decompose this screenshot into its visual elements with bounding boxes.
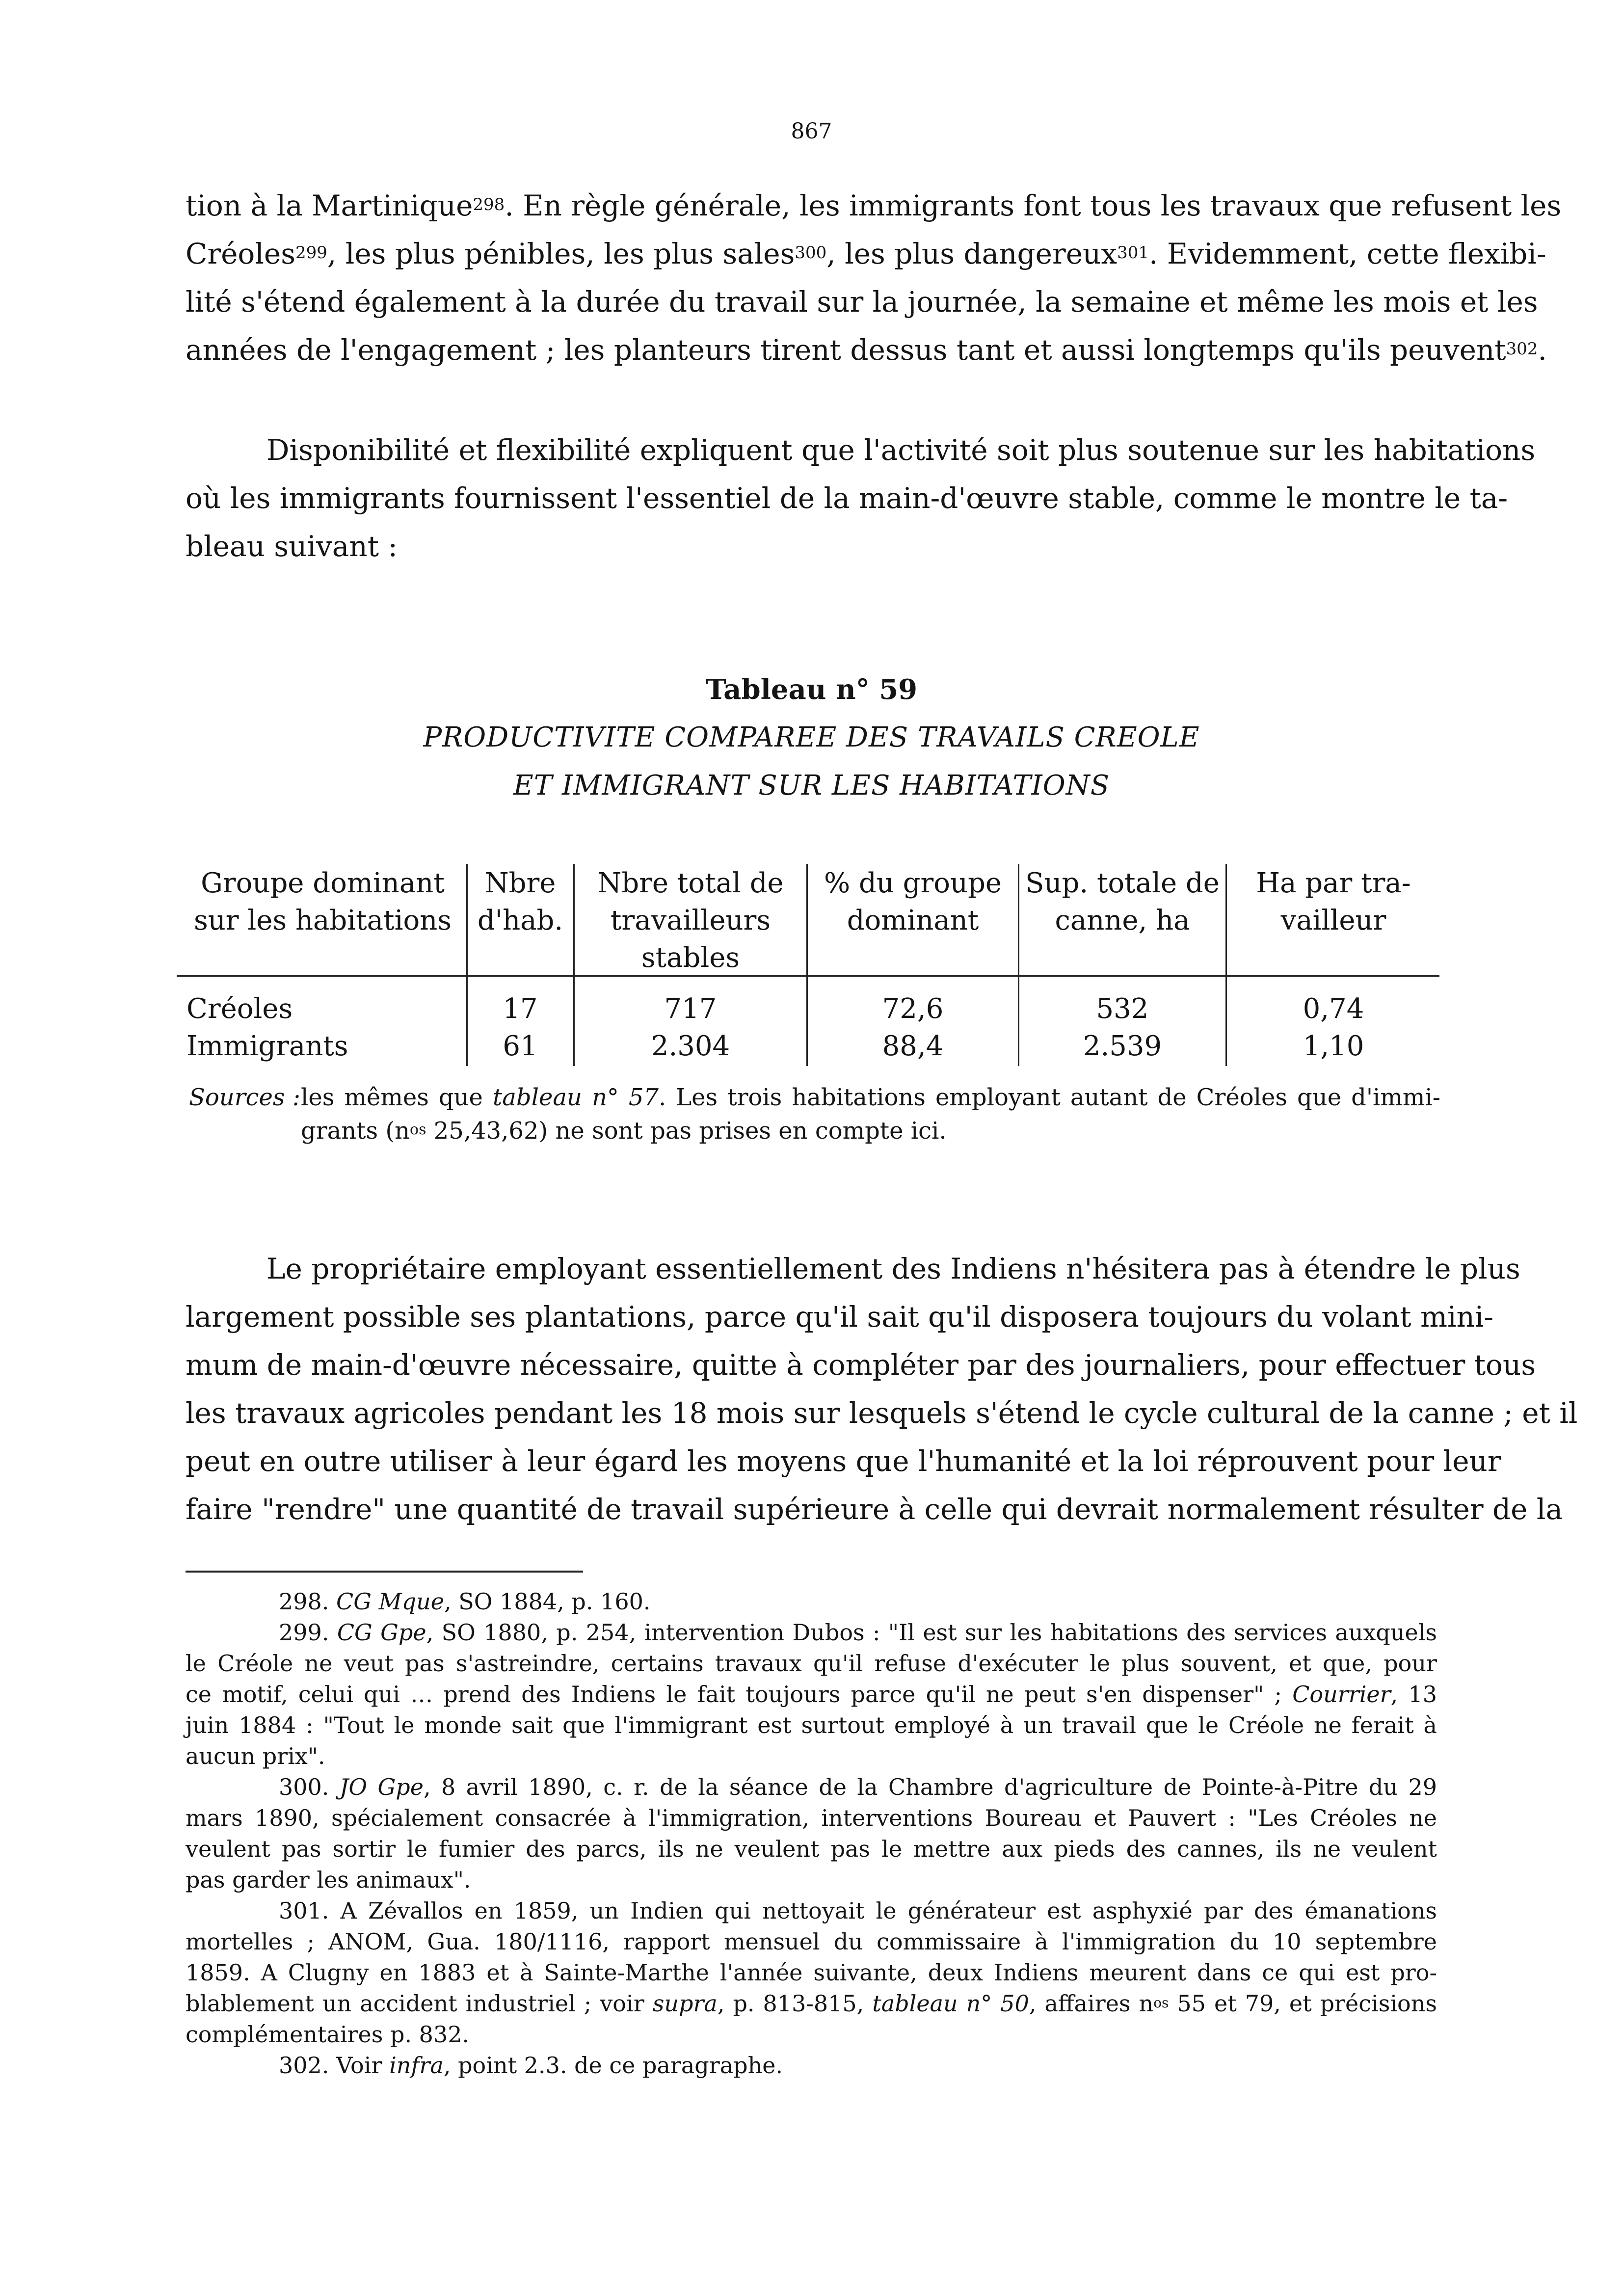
footnote-299 <box>186 1617 1437 1772</box>
header-text: dominant <box>847 905 979 936</box>
fn302-line <box>186 2050 1437 2081</box>
header-text: d'hab. <box>477 905 563 936</box>
fn299-line-2: le Créole ne veut pas s'astreindre, certains travaux qu'il refuse d'exécuter le plus souvent, et que, pour <box>186 1650 1437 1677</box>
fn301-line-2: mortelles ; ANOM, Gua. 180/1116, rapport mensuel du commissaire à l'immigration du 10 septembre <box>186 1928 1437 1955</box>
text: . En règle générale, les immigrants font tous les travaux que refusent les <box>505 189 1562 222</box>
footnote-ref: 300 <box>795 243 827 263</box>
fn301-line-1: 301. A Zévallos en 1859, un Indien qui nettoyait le générateur est asphyxié par des émanations <box>279 1897 1437 1924</box>
fn301-line-4 <box>186 1988 1437 2019</box>
superscript: os <box>410 1121 426 1138</box>
cell-pct: 72,6 <box>882 993 944 1025</box>
paragraph-3 <box>186 1245 1578 1533</box>
footnote-300 <box>186 1772 1437 1896</box>
table-title: Tableau n° 59 <box>705 673 918 706</box>
text: les mêmes que <box>301 1084 493 1111</box>
footnote-ref: 301 <box>1117 243 1149 263</box>
para2-line-1: Disponibilité et flexibilité expliquent que l'activité soit plus soutenue sur les habitations <box>266 433 1536 467</box>
text: 55 et 79, et précisions <box>1169 1990 1437 2017</box>
para2-line-2: où les immigrants fournissent l'essentiel de la main-d'œuvre stable, comme le montre le ta- <box>186 481 1508 515</box>
column-separator <box>573 864 575 1066</box>
cell-nbre-total: 717 <box>664 993 717 1025</box>
cell-ha-par-travailleur: 0,74 <box>1303 993 1364 1025</box>
header-text: Sup. totale de <box>1025 867 1220 899</box>
text: tion à la Martinique <box>186 189 473 222</box>
text: , SO 1884, p. 160. <box>444 1588 651 1615</box>
text: , les plus dangereux <box>826 237 1117 270</box>
text: , 8 avril 1890, c. r. de la séance de la Chambre d'agriculture de Pointe-à-Pitre du 29 <box>423 1774 1437 1800</box>
header-text: Nbre <box>484 867 556 899</box>
para1-line-1 <box>186 182 1562 230</box>
header-nbre-hab <box>469 865 572 939</box>
column-separator <box>1225 864 1227 1066</box>
text: , les plus pénibles, les plus sales <box>327 237 795 270</box>
footnote-298 <box>186 1586 1437 1617</box>
page-number: 867 <box>791 119 832 144</box>
cell-sup-totale: 532 <box>1096 993 1149 1025</box>
cell-nbre-hab: 17 <box>503 993 538 1025</box>
header-groupe-dominant <box>182 865 464 939</box>
fn299-line-4: juin 1884 : "Tout le monde sait que l'immigrant est surtout employé à un travail que le Créole ne ferait à <box>186 1712 1437 1738</box>
text: , SO 1880, p. 254, intervention Dubos : "Il est sur les habitations des services auxquels <box>426 1619 1437 1646</box>
paragraph-2 <box>186 426 1536 570</box>
footnote-ref: 299 <box>295 243 327 263</box>
header-nbre-total-travailleurs <box>576 865 805 977</box>
header-text: stables <box>641 942 740 974</box>
cell-groupe: Immigrants <box>186 1030 348 1062</box>
text: Créoles <box>186 237 295 270</box>
text: CG Gpe <box>337 1619 426 1646</box>
text: JO Gpe <box>339 1774 424 1800</box>
footnote-separator <box>186 1571 583 1573</box>
text: supra <box>652 1990 718 2017</box>
column-separator <box>1018 864 1019 1066</box>
text: 302. Voir <box>279 2052 390 2079</box>
para3-line-3: mum de main-d'œuvre nécessaire, quitte à compléter par des journaliers, pour effectuer tous <box>186 1348 1536 1382</box>
superscript: os <box>1153 1995 1169 2011</box>
text: . Les trois habitations employant autant de Créoles que d'immi- <box>658 1084 1440 1111</box>
text: 298. <box>279 1588 337 1615</box>
text: , affaires n <box>1029 1990 1154 2017</box>
header-sup-totale-canne <box>1020 865 1224 939</box>
header-text: canne, ha <box>1055 905 1190 936</box>
cell-pct: 88,4 <box>882 1030 944 1062</box>
text: Courrier <box>1292 1681 1391 1708</box>
text: , p. 813-815, <box>717 1990 873 2017</box>
para3-line-5: peut en outre utiliser à leur égard les moyens que l'humanité et la loi réprouvent pour leur <box>186 1444 1501 1478</box>
text: grants (n <box>301 1117 410 1145</box>
column-separator <box>806 864 808 1066</box>
fn300-line-4: pas garder les animaux". <box>186 1867 471 1893</box>
fn301-line-5: complémentaires p. 832. <box>186 2021 470 2048</box>
fn300-line-1 <box>186 1772 1437 1803</box>
para3-line-6: faire "rendre" une quantité de travail supérieure à celle qui devrait normalement résulter de la <box>186 1493 1563 1526</box>
header-text: Groupe dominant <box>201 867 445 899</box>
text: 299. <box>279 1619 337 1646</box>
table-subtitle-line-2: ET IMMIGRANT SUR LES HABITATIONS <box>513 770 1110 801</box>
column-separator <box>466 864 468 1066</box>
header-text: sur les habitations <box>194 905 452 936</box>
para3-line-2: largement possible ses plantations, parce qu'il sait qu'il disposera toujours du volant mini- <box>186 1300 1494 1334</box>
footnote-ref: 302 <box>1506 339 1538 359</box>
fn299-line-5: aucun prix". <box>186 1743 325 1769</box>
table-sources-note <box>189 1081 1440 1148</box>
fn299-line-1 <box>186 1617 1437 1648</box>
text: années de l'engagement ; les planteurs tirent dessus tant et aussi longtemps qu'ils peuvent <box>186 333 1506 367</box>
cell-sup-totale: 2.539 <box>1083 1030 1162 1062</box>
para1-line-2 <box>186 230 1546 278</box>
header-text: Ha par tra- <box>1256 867 1411 899</box>
sources-line-1 <box>301 1081 1440 1114</box>
cell-ha-par-travailleur: 1,10 <box>1303 1030 1364 1062</box>
header-rule <box>177 975 1439 977</box>
text: CG Mque <box>336 1588 445 1615</box>
fn298-line <box>186 1586 1437 1617</box>
text: . Evidemment, cette flexibi- <box>1149 237 1546 270</box>
footnote-302 <box>186 2050 1437 2081</box>
text: ce motif, celui qui … prend des Indiens le fait toujours parce qu'il ne peut s'en dispenser" ; <box>186 1681 1293 1708</box>
para3-line-4: les travaux agricoles pendant les 18 mois sur lesquels s'étend le cycle cultural de la canne ; et il <box>186 1396 1578 1430</box>
para1-line-3: lité s'étend également à la durée du travail sur la journée, la semaine et même les mois et les <box>186 285 1538 319</box>
header-ha-par-travailleur <box>1228 865 1439 939</box>
header-text: vailleur <box>1280 905 1386 936</box>
header-text: travailleurs <box>610 905 771 936</box>
fn300-line-2: mars 1890, spécialement consacrée à l'immigration, interventions Boureau et Pauvert : "Les Créoles ne <box>186 1805 1437 1831</box>
footnote-ref: 298 <box>473 195 505 214</box>
sources-line-2 <box>301 1114 1440 1148</box>
header-pct-groupe-dominant <box>809 865 1017 939</box>
sources-label: Sources : <box>189 1084 300 1111</box>
text: infra <box>389 2052 444 2079</box>
fn301-line-3: 1859. A Clugny en 1883 et à Sainte-Marthe l'année suivante, deux Indiens meurent dans ce qui est pro- <box>186 1959 1437 1986</box>
header-text: Nbre total de <box>597 867 784 899</box>
text: 300. <box>279 1774 340 1800</box>
text: blablement un accident industriel ; voir <box>186 1990 653 2017</box>
footnote-301 <box>186 1896 1437 2050</box>
cell-groupe: Créoles <box>186 993 293 1025</box>
header-text: % du groupe <box>824 867 1002 899</box>
cell-nbre-total: 2.304 <box>651 1030 730 1062</box>
cell-nbre-hab: 61 <box>503 1030 538 1062</box>
fn300-line-3: veulent pas sortir le fumier des parcs, ils ne veulent pas le mettre aux pieds des cannes, ils ne veulent <box>186 1836 1437 1862</box>
text: tableau n° 50 <box>872 1990 1029 2017</box>
table-subtitle-line-1: PRODUCTIVITE COMPAREE DES TRAVAILS CREOLE <box>423 721 1200 753</box>
para2-line-3: bleau suivant : <box>186 530 398 563</box>
fn299-line-3 <box>186 1679 1437 1710</box>
text: tableau n° 57 <box>493 1084 659 1111</box>
para1-line-4 <box>186 326 1547 374</box>
para3-line-1: Le propriétaire employant essentiellement des Indiens n'hésitera pas à étendre le plus <box>266 1252 1520 1285</box>
text: , 13 <box>1390 1681 1437 1708</box>
text: . <box>1538 333 1547 367</box>
text: , point 2.3. de ce paragraphe. <box>443 2052 783 2079</box>
text: 25,43,62) ne sont pas prises en compte ici. <box>426 1117 947 1145</box>
paragraph-1 <box>186 182 1562 374</box>
